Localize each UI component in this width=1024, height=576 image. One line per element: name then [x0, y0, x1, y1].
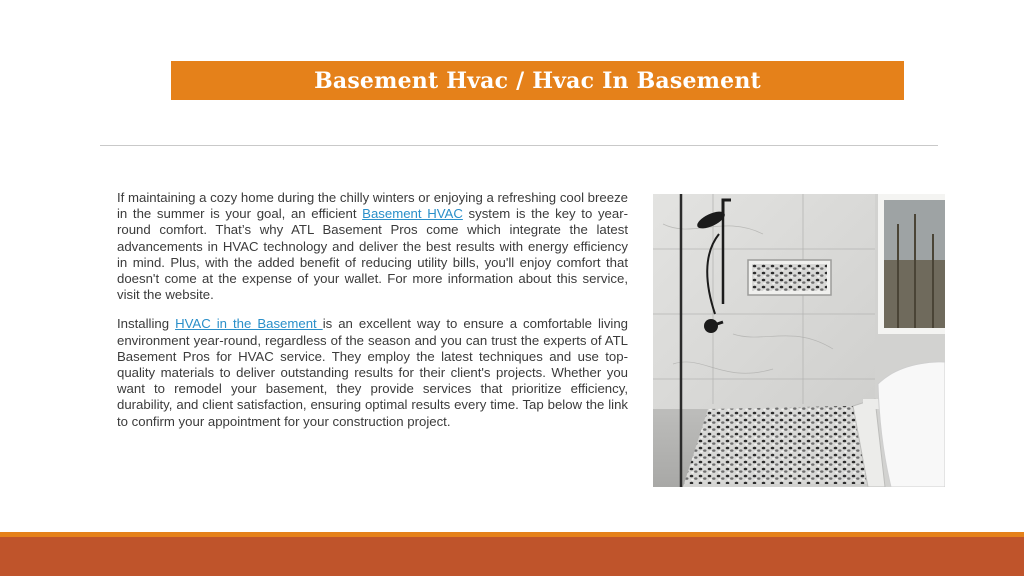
paragraph-2-text-start: Installing [117, 316, 176, 332]
shower-illustration [653, 194, 945, 487]
basement-hvac-link[interactable]: Basement HVAC [362, 206, 463, 222]
hvac-in-basement-link[interactable]: HVAC in the Basement [175, 316, 323, 332]
divider-line [100, 145, 938, 146]
page-title: Basement Hvac / Hvac In Basement [314, 67, 761, 94]
shower-photo [653, 194, 945, 487]
paragraph-2-text-end: is an excellent way to ensure a comfortable living environment year-round, regardless of the season and you can trust the experts of ATL Basement Pros for HVAC service. They employ the latest techniques and use top-quality materials to deliver outstanding results for their client's projects. Whether you want to remodel your basement, they provide services that prioritize efficiency, durability, and client satisfaction, ensuring optimal results every time. Tap below the link to confirm your appointment for your construction project. [117, 316, 629, 429]
paragraph-2 [117, 316, 628, 429]
paragraph-1-text-start: If maintaining a cozy home during the chilly winters or enjoying a refreshing cool breeze in the summer is your goal, an efficient [117, 190, 628, 222]
paragraph-1-text-end: system is the key to year-round comfort. That’s why ATL Basement Pros come which integrate the latest advancements in HVAC technology and deliver the best results with energy efficiency in mind. Plus, with the added benefit of reducing utility bills, you'll enjoy comfort that doesn't come at the expense of your wallet. For more information about this service, visit the website. [117, 206, 629, 303]
footer-band [0, 537, 1024, 576]
body-text [117, 190, 628, 443]
title-banner [171, 61, 904, 100]
paragraph-1 [117, 190, 628, 303]
